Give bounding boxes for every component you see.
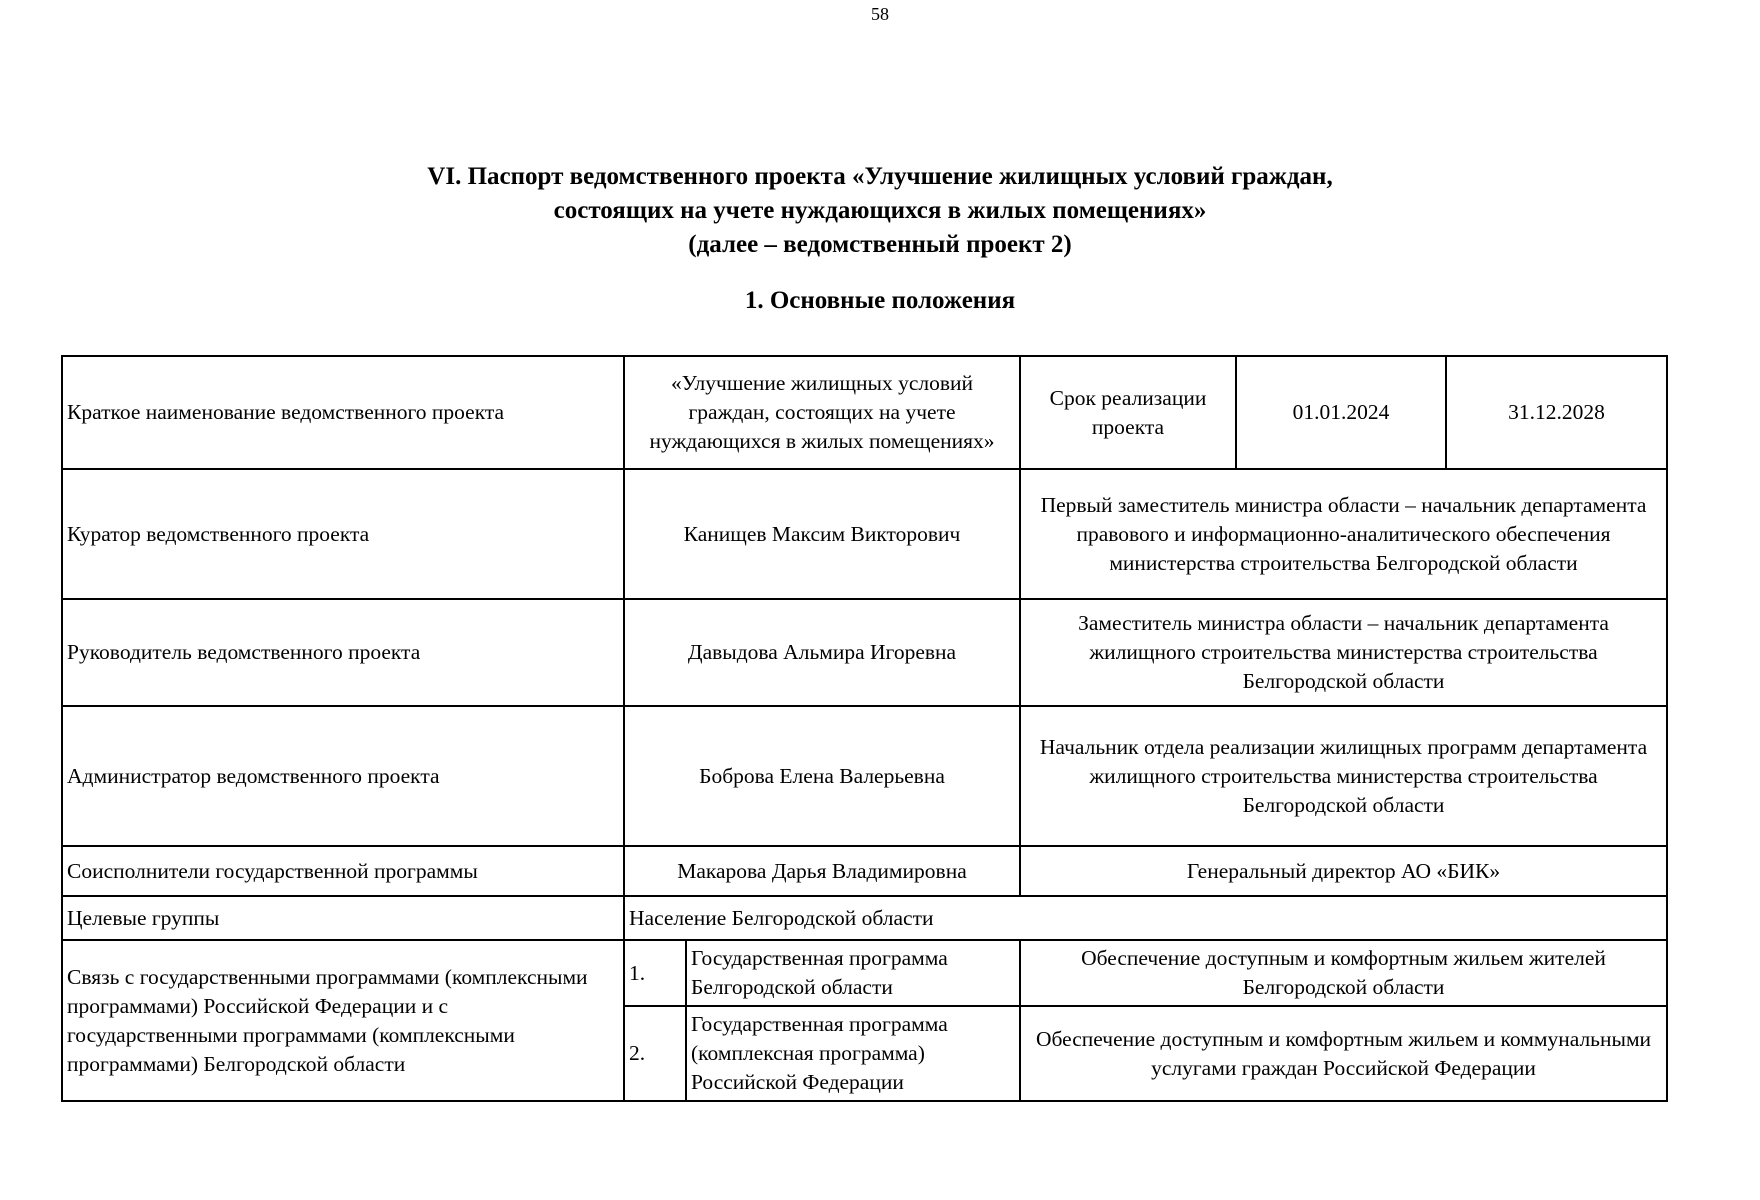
link-program-1: Государственная программа Белгородской области [686, 940, 1020, 1006]
links-label: Связь с государственными программами (комплексными программами) Российской Федерации и с государственными программами (комплексными программами) Белгородской области [62, 940, 624, 1101]
title-line-2: состоящих на учете нуждающихся в жилых помещениях» [553, 197, 1207, 224]
head-label: Руководитель ведомственного проекта [62, 599, 624, 706]
administrator-label: Администратор ведомственного проекта [62, 706, 624, 846]
coexecutors-label: Соисполнители государственной программы [62, 846, 624, 896]
table-row [62, 356, 1667, 469]
curator-name: Канищев Максим Викторович [624, 469, 1020, 599]
project-passport-table [61, 355, 1668, 1102]
head-name: Давыдова Альмира Игоревна [624, 599, 1020, 706]
link-goal-1: Обеспечение доступным и комфортным жильем жителей Белгородской области [1020, 940, 1667, 1006]
term-label: Срок реализации проекта [1020, 356, 1236, 469]
table-row [62, 706, 1667, 846]
table-row [62, 599, 1667, 706]
coexecutor-name: Макарова Дарья Владимировна [624, 846, 1020, 896]
target-groups-value: Население Белгородской области [624, 896, 1667, 940]
title-line-3: (далее – ведомственный проект 2) [688, 231, 1072, 258]
link-goal-2: Обеспечение доступным и комфортным жильем и коммунальными услугами граждан Российской Федерации [1020, 1006, 1667, 1101]
administrator-name: Боброва Елена Валерьевна [624, 706, 1020, 846]
link-program-2: Государственная программа (комплексная программа) Российской Федерации [686, 1006, 1020, 1101]
curator-position: Первый заместитель министра области – начальник департамента правового и информационно-аналитического обеспечения министерства строительства Белгородской области [1020, 469, 1667, 599]
end-date: 31.12.2028 [1446, 356, 1667, 469]
table-row [62, 469, 1667, 599]
link-num-2: 2. [624, 1006, 686, 1101]
page-number: 58 [871, 4, 889, 24]
document-title [0, 160, 1760, 262]
target-groups-label: Целевые группы [62, 896, 624, 940]
coexecutor-position: Генеральный директор АО «БИК» [1020, 846, 1667, 896]
curator-label: Куратор ведомственного проекта [62, 469, 624, 599]
administrator-position: Начальник отдела реализации жилищных программ департамента жилищного строительства министерства строительства Белгородской области [1020, 706, 1667, 846]
table-row [62, 896, 1667, 940]
title-line-1: VI. Паспорт ведомственного проекта «Улучшение жилищных условий граждан, [427, 163, 1333, 190]
link-num-1: 1. [624, 940, 686, 1006]
start-date: 01.01.2024 [1236, 356, 1446, 469]
table-row [62, 846, 1667, 896]
table-row [62, 940, 1667, 1006]
head-position: Заместитель министра области – начальник департамента жилищного строительства министерства строительства Белгородской области [1020, 599, 1667, 706]
section-title: 1. Основные положения [744, 287, 1016, 314]
short-name-label: Краткое наименование ведомственного проекта [62, 356, 624, 469]
short-name-value: «Улучшение жилищных условий граждан, состоящих на учете нуждающихся в жилых помещениях» [624, 356, 1020, 469]
